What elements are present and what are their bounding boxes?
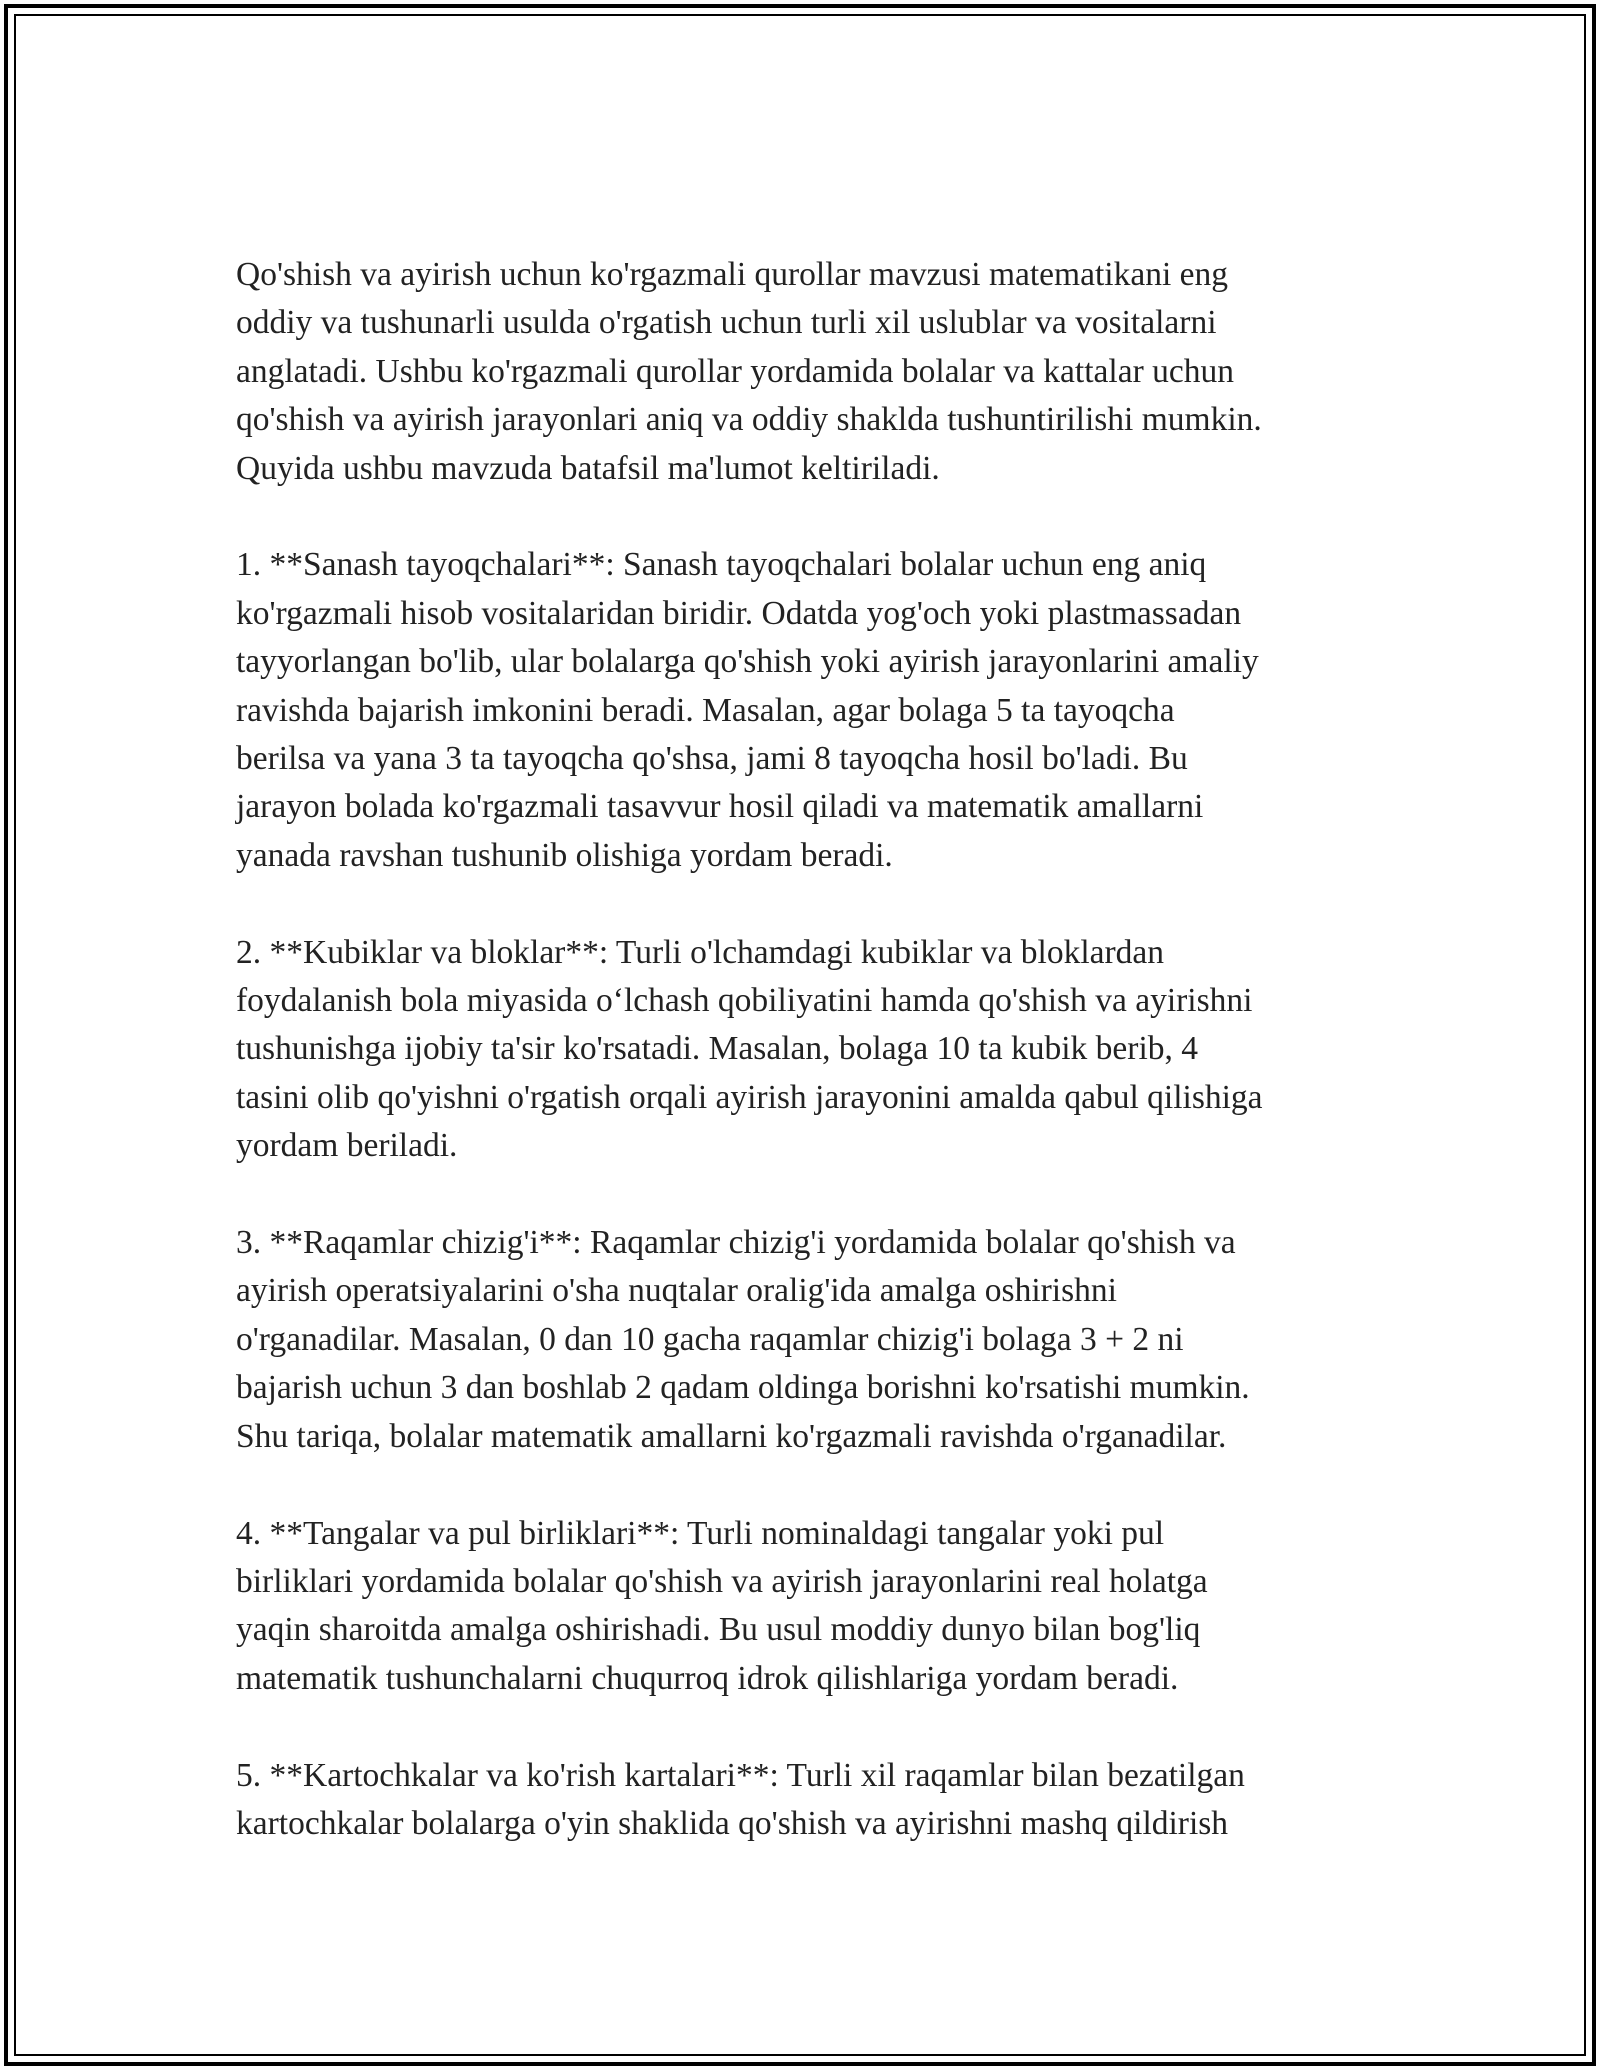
text-line: ayirish operatsiyalarini o'sha nuqtalar oralig'ida amalga oshirishni [236,1272,1117,1310]
text-line: yordam beriladi. [236,1127,458,1165]
paragraph-raqamlar-chizigi [236,1219,1376,1461]
text-line: Qo'shish va ayirish uchun ko'rgazmali qurollar mavzusi matematikani eng [236,256,1229,293]
text-line: tayyorlangan bo'lib, ular bolalarga qo'shish yoki ayirish jarayonlarini amaliy [236,643,1259,681]
text-line: foydalanish bola miyasida o‘lchash qobiliyatini hamda qo'shish va ayirishni [236,982,1253,1020]
text-line: 1. **Sanash tayoqchalari**: Sanash tayoqchalari bolalar uchun eng aniq [236,546,1207,584]
text-line: kartochkalar bolalarga o'yin shaklida qo'shish va ayirishni mashq qildirish [236,1804,1229,1842]
text-line: 3. **Raqamlar chizig'i**: Raqamlar chizig'i yordamida bolalar qo'shish va [236,1224,1236,1262]
paragraph-kubiklar-va-bloklar [236,929,1376,1171]
text-line: jarayon bolada ko'rgazmali tasavvur hosil qiladi va matematik amallarni [236,788,1204,826]
text-line: matematik tushunchalarni chuqurroq idrok qilishlariga yordam beradi. [236,1659,1179,1697]
text-line: 2. **Kubiklar va bloklar**: Turli o'lchamdagi kubiklar va bloklardan [236,933,1165,971]
text-line: Shu tariqa, bolalar matematik amallarni ko'rgazmali ravishda o'rganadilar. [236,1417,1227,1455]
text-line: Quyida ushbu mavzuda batafsil ma'lumot keltiriladi. [236,449,940,487]
text-line: tushunishga ijobiy ta'sir ko'rsatadi. Masalan, bolaga 10 ta kubik berib, 4 [236,1030,1198,1068]
paragraph-intro [236,251,1376,493]
document-body [236,251,1376,1848]
text-line: anglatadi. Ushbu ko'rgazmali qurollar yordamida bolalar va kattalar uchun [236,352,1234,390]
text-line: berilsa va yana 3 ta tayoqcha qo'shsa, jami 8 tayoqcha hosil bo'ladi. Bu [236,740,1188,778]
text-line: 4. **Tangalar va pul birliklari**: Turli nominaldagi tangalar yoki pul [236,1514,1165,1552]
paragraph-tangalar-va-pul-birliklari [236,1510,1376,1704]
text-line: oddiy va tushunarli usulda o'rgatish uchun turli xil uslublar va vositalarni [236,304,1217,342]
paragraph-sanash-tayoqchalari [236,541,1376,880]
text-line: yaqin sharoitda amalga oshirishadi. Bu usul moddiy dunyo bilan bog'liq [236,1611,1201,1649]
text-line: ko'rgazmali hisob vositalaridan biridir. Odatda yog'och yoki plastmassadan [236,594,1242,632]
text-line: yanada ravshan tushunib olishiga yordam beradi. [236,836,893,874]
text-line: birliklari yordamida bolalar qo'shish va ayirish jarayonlarini real holatga [236,1562,1208,1600]
text-line: 5. **Kartochkalar va ko'rish kartalari**: Turli xil raqamlar bilan bezatilgan [236,1756,1245,1794]
text-line: tasini olib qo'yishni o'rgatish orqali ayirish jarayonini amalda qabul qilishiga [236,1078,1263,1116]
paragraph-kartochkalar [236,1752,1376,1849]
text-line: qo'shish va ayirish jarayonlari aniq va oddiy shaklda tushuntirilishi mumkin. [236,401,1262,439]
text-line: bajarish uchun 3 dan boshlab 2 qadam oldinga borishni ko'rsatishi mumkin. [236,1369,1250,1407]
text-line: o'rganadilar. Masalan, 0 dan 10 gacha raqamlar chizig'i bolaga 3 + 2 ni [236,1320,1184,1358]
text-line: ravishda bajarish imkonini beradi. Masalan, agar bolaga 5 ta tayoqcha [236,691,1175,729]
